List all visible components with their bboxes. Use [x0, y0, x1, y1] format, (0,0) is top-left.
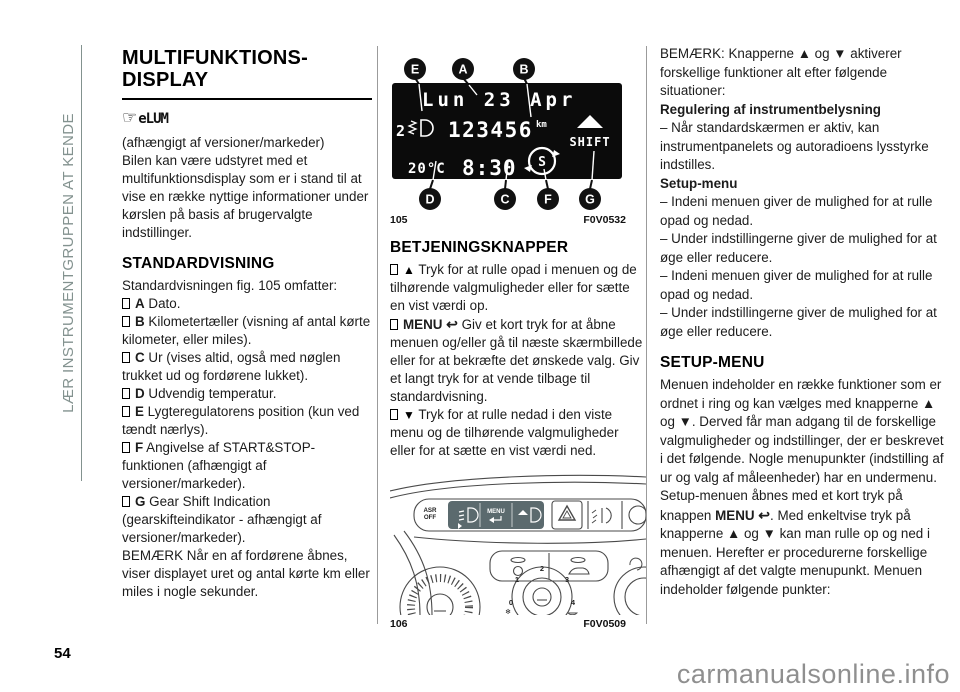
- callout-a: A: [458, 62, 468, 77]
- column-1: [122, 45, 372, 601]
- column-divider-2: [646, 46, 647, 624]
- button-item-down: ▼ Tryk for at rulle nedad i den viste menu og de tilhørende valgmuligheder eller for at sætte en vist værdi ned.: [390, 407, 619, 458]
- snowflake-icon: ❄: [505, 609, 511, 615]
- setup-dash-4: – Under indstillingerne giver de mulighed for at øge eller reducere.: [660, 305, 937, 339]
- down-triangle-icon: ▼: [403, 408, 415, 422]
- note-icon-line: [122, 108, 372, 128]
- setup-menu-paragraph-2: Setup-menuen åbnes med et kort tryk på knappen MENU ↩. Med enkeltvise tryk på knapperne ▲ og ▼ kan man rulle op og ned i menuen. Herefter er procedurerne forskellige afhængigt af det valgte menupunkt. Menuen indeholder følgende punkter:: [660, 488, 930, 597]
- start-stop-letter: S: [538, 155, 546, 170]
- callout-d: D: [425, 192, 435, 207]
- list-marker-square: [390, 319, 398, 330]
- column-3: [660, 45, 946, 599]
- svg-text:2: 2: [539, 564, 545, 573]
- callout-e: E: [410, 62, 420, 77]
- display-temperature: 20°C: [408, 161, 446, 177]
- list-marker-square: [122, 442, 130, 453]
- watermark: carmanualsonline.info: [676, 659, 950, 689]
- figure-code: F0V0509: [583, 618, 626, 630]
- list-marker-square: [122, 298, 130, 309]
- section-heading-setup-menu: SETUP-MENU: [660, 354, 765, 371]
- asr-button-label-2: OFF: [423, 514, 437, 521]
- figure-number: 106: [390, 618, 408, 630]
- availability-note: (afhængigt af versioner/markeder): [122, 135, 325, 150]
- subheading-regulering: Regulering af instrumentbelysning: [660, 101, 881, 117]
- elum-logo: eLUM: [138, 111, 168, 127]
- list-marker-square: [122, 496, 130, 507]
- figure-106-caption: [390, 618, 626, 630]
- list-item-c: C Ur (vises altid, også med nøglen trukket ud og fordørene lukket).: [122, 350, 341, 383]
- figure-number: 105: [390, 214, 408, 226]
- callout-b: B: [519, 62, 529, 77]
- display-odometer: 123456: [448, 118, 533, 142]
- setup-dash-2: – Under indstillingerne giver de mulighed for at øge eller reducere.: [660, 231, 937, 265]
- setup-dash-3: – Indeni menuen giver de mulighed for at rulle opad og nedad.: [660, 268, 933, 302]
- page-title: MULTIFUNKTIONS- DISPLAY: [122, 47, 372, 100]
- list-marker-square: [390, 264, 398, 275]
- figure-106: [390, 465, 646, 630]
- list-marker-square: [122, 316, 130, 327]
- button-item-menu: MENU ↩ Giv et kort tryk for at åbne menuen og/eller gå til næste skærmbillede eller for at bekræfte det ønskede valg. Giv et langt tryk for at vende tilbage til standardvisning.: [390, 316, 643, 404]
- setup-dash-1: – Indeni menuen giver de mulighed for at rulle opad og nedad.: [660, 194, 933, 228]
- defrost-icon: [568, 613, 577, 615]
- list-item-g: G Gear Shift Indication (gearskifteindikator - afhængigt af versioner/markeder).: [122, 494, 322, 545]
- column-divider-1: [377, 46, 378, 624]
- chapter-sidebar-label: LÆR INSTRUMENTGRUPPEN AT KENDE: [60, 45, 82, 481]
- svg-text:1: 1: [514, 575, 520, 584]
- section-heading-betjeningsknapper: BETJENINGSKNAPPER: [390, 239, 569, 256]
- bemaerk-note: BEMÆRK Når en af fordørene åbnes, viser displayet uret og antal kørte km eller miles i nogle sekunder.: [122, 548, 370, 599]
- figure-106-dashboard-graphic: [390, 465, 646, 615]
- pointing-hand-icon: ☞: [122, 108, 138, 127]
- svg-text:4: 4: [570, 598, 576, 607]
- page-number: 54: [54, 645, 71, 662]
- intro-paragraph: Bilen kan være udstyret med et multifunktionsdisplay som er i stand til at vise en række nyttige informationer under kørslen på basis af brugervalgte indstillinger.: [122, 153, 369, 240]
- display-shift-label: SHIFT: [569, 135, 611, 149]
- subheading-setup-menu: Setup-menu: [660, 175, 738, 191]
- list-item-e: E Lygteregulatorens position (kun ved tændt nærlys).: [122, 404, 360, 437]
- display-clock: 8:30: [462, 156, 517, 180]
- section-heading-standardvisning: STANDARDVISNING: [122, 255, 275, 272]
- up-triangle-icon: ▲: [403, 263, 415, 277]
- list-marker-square: [390, 409, 398, 420]
- figure-105-display-graphic: [390, 45, 646, 211]
- return-arrow-icon: ↩: [446, 316, 458, 332]
- svg-text:0: 0: [508, 598, 514, 607]
- column-2: [390, 45, 646, 630]
- list-marker-square: [122, 388, 130, 399]
- display-leveling-value: 2: [396, 122, 406, 140]
- list-marker-square: [122, 406, 130, 417]
- return-arrow-icon: ↩: [758, 506, 771, 523]
- display-odometer-unit: km: [536, 120, 547, 130]
- list-item-f: F Angivelse af START&STOP- funktionen (afhængigt af versioner/markeder).: [122, 440, 316, 491]
- figure-105-caption: [390, 214, 626, 226]
- list-item-d: D Udvendig temperatur.: [122, 385, 372, 403]
- bemaerk-buttons-note: BEMÆRK: Knapperne ▲ og ▼ aktiverer forskellige funktioner alt efter følgende situationer:: [660, 46, 902, 98]
- callout-g: G: [585, 192, 595, 207]
- list-marker-square: [122, 352, 130, 363]
- callout-f: F: [544, 192, 552, 207]
- display-date: Lun 23 Apr: [422, 89, 577, 111]
- button-item-up: ▲ Tryk for at rulle opad i menuen og de tilhørende valgmuligheder eller for sætte en vist værdi op.: [390, 262, 637, 313]
- figure-105: [390, 45, 646, 226]
- setup-menu-paragraph-1: Menuen indeholder en række funktioner som er ordnet i ring og kan vælges med knapperne ▲ og ▼. Derved får man adgang til de forskellige valgmuligheder og indstillinger, der er beskrevet i det følgende. Nogle menupunkter (indstilling af ur og valg af måleenheder) har en undermenu.: [660, 377, 944, 485]
- lead-line: Standardvisningen fig. 105 omfatter:: [122, 278, 338, 293]
- figure-code: F0V0532: [583, 214, 626, 226]
- regulering-text: – Når standardskærmen er aktiv, kan instrumentpanelets og autoradioens lysstyrke indstilles.: [660, 120, 929, 172]
- menu-button-label: MENU: [487, 509, 505, 515]
- svg-text:3: 3: [564, 575, 570, 584]
- asr-button-label-1: ASR: [423, 507, 437, 514]
- list-item-b: B Kilometertæller (visning af antal kørte kilometer, eller miles).: [122, 314, 371, 347]
- callout-c: C: [500, 192, 510, 207]
- list-item-a: A Dato.: [122, 295, 372, 313]
